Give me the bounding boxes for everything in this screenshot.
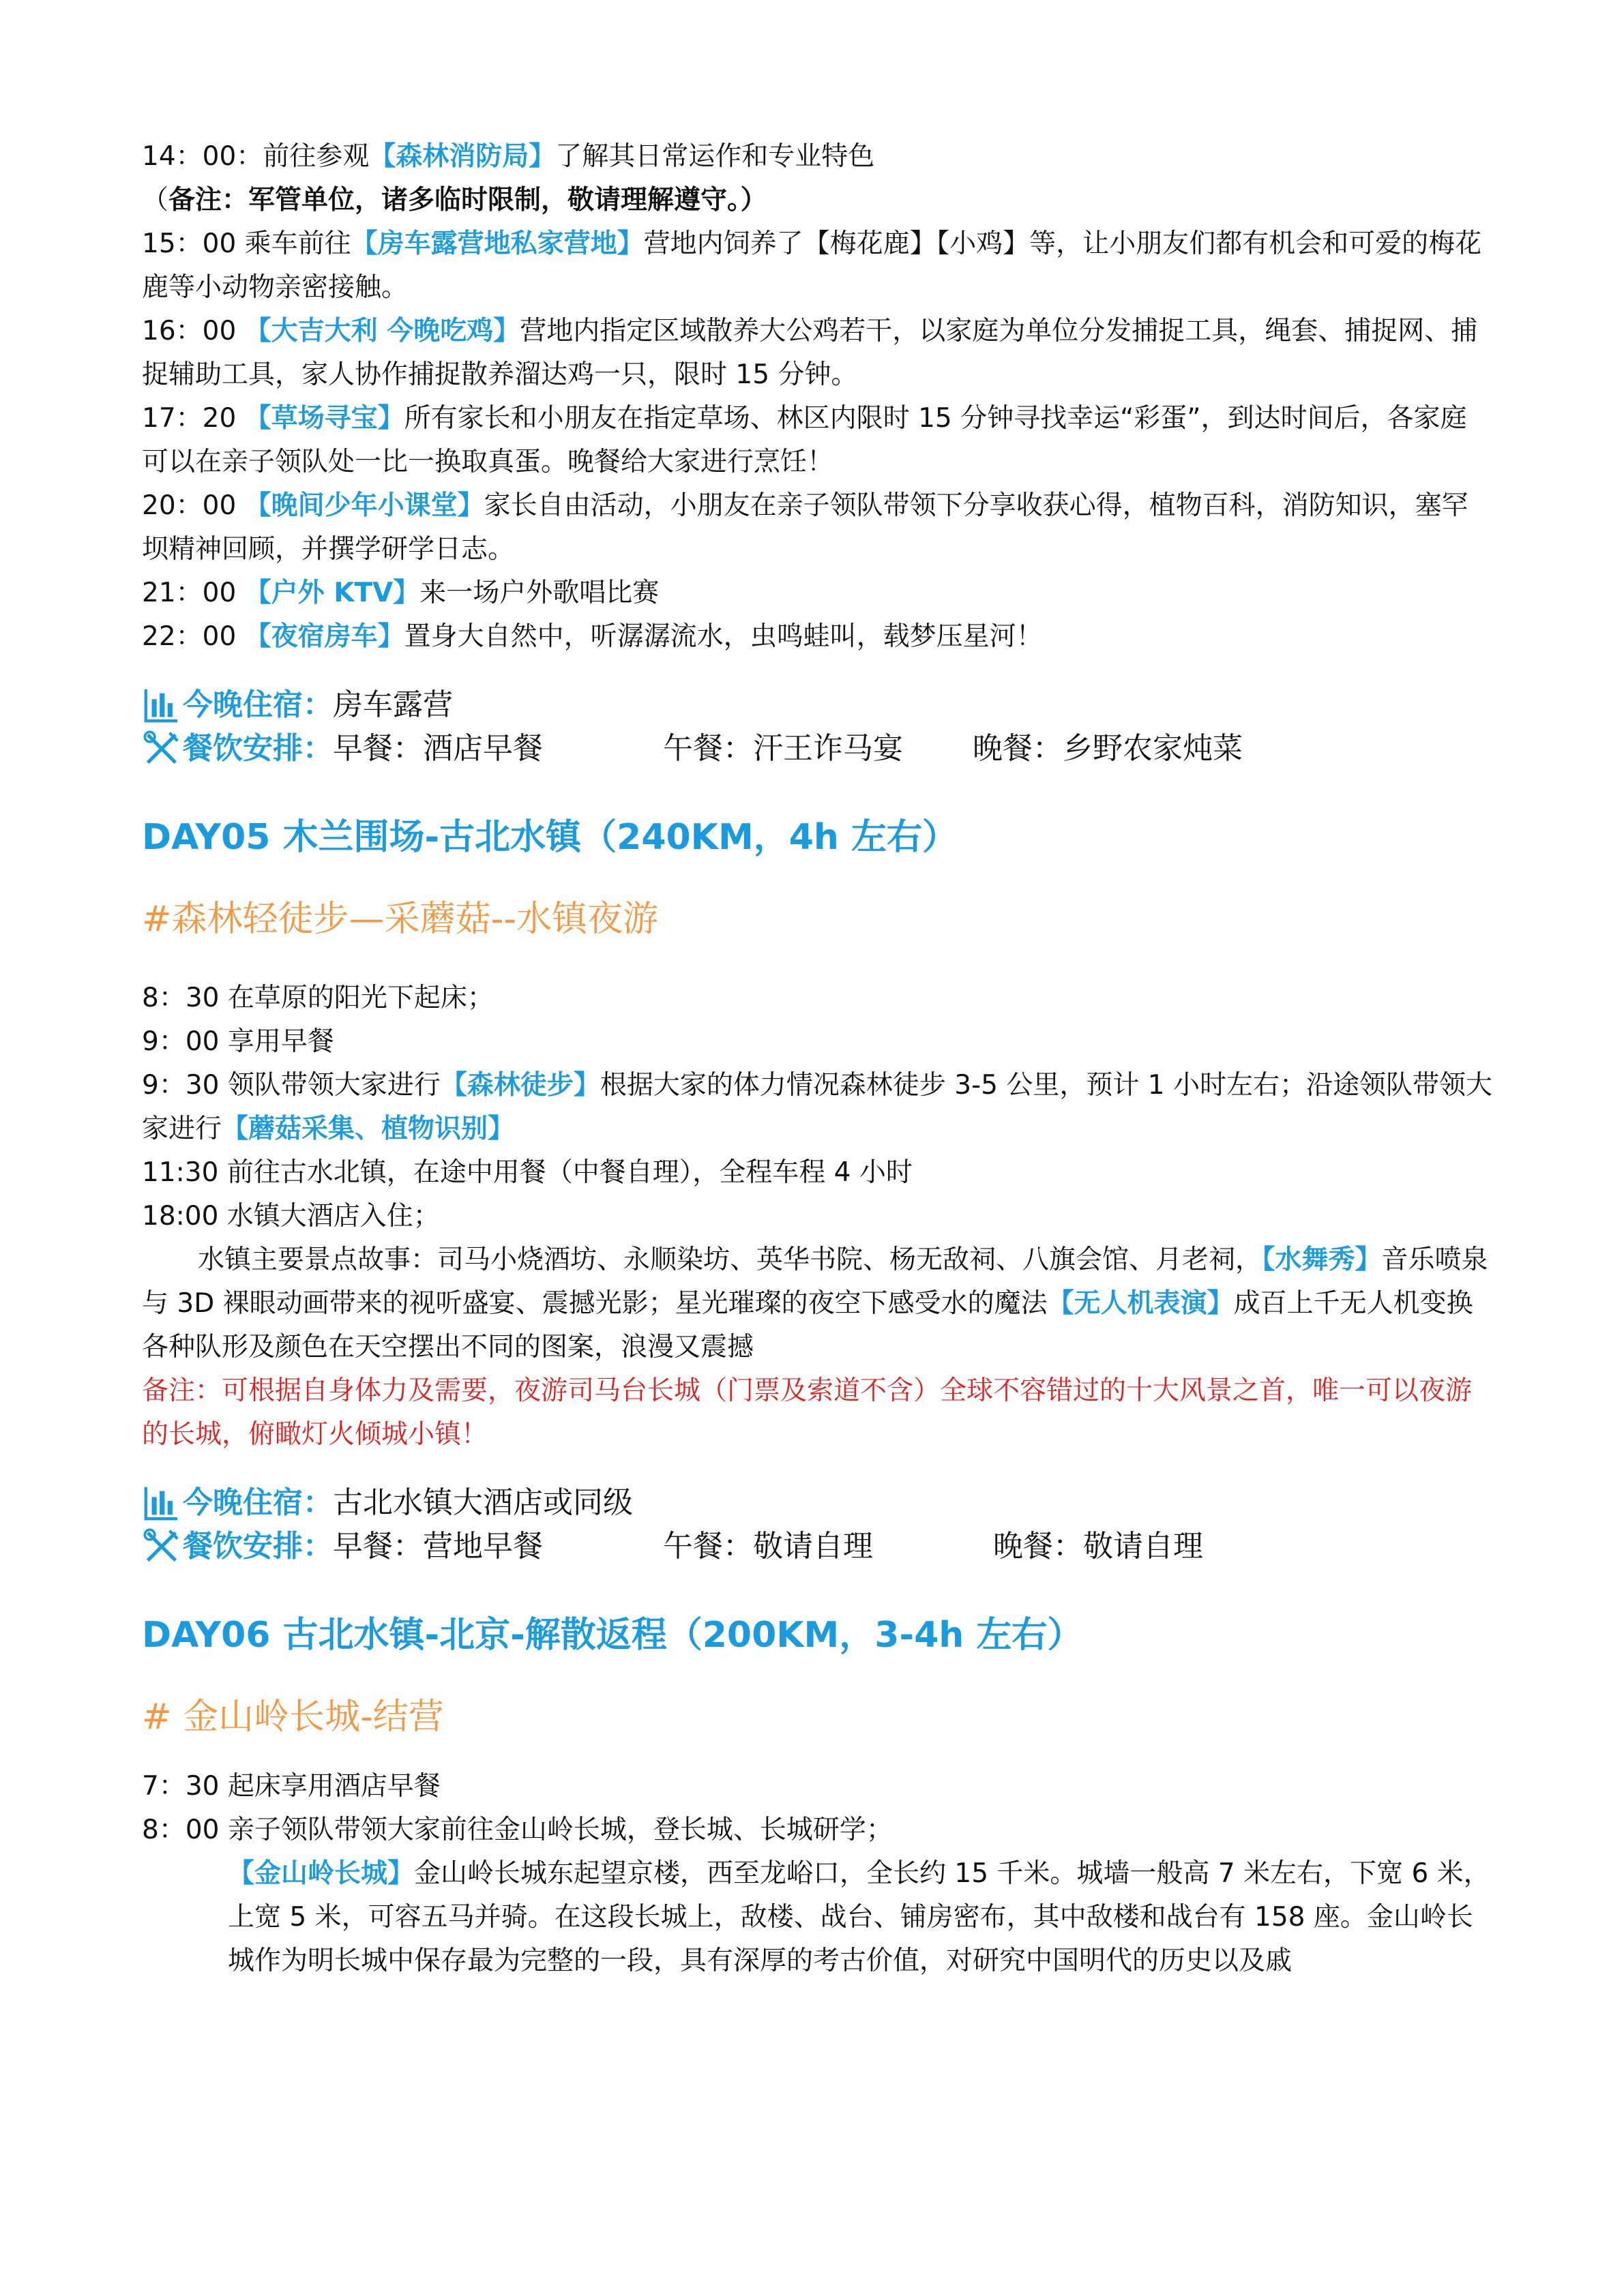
activity-highlight: 【水舞秀】 — [1262, 1244, 1382, 1275]
schedule-line: 16：00 【大吉大利 今晚吃鸡】营地内指定区域散养大公鸡若干，以家庭为单位分发捕捉工具，绳套、捕捉网、捕捉辅助工具，家人协作捕捉散养溜达鸡一只，限时 15 分钟。 — [142, 316, 1478, 390]
lodging-value: 房车露营 — [333, 687, 453, 722]
activity-highlight: 【金山岭长城】 — [228, 1858, 415, 1889]
dinner: 晚餐：乡野农家炖菜 — [973, 731, 1243, 766]
schedule-line: 22：00 【夜宿房车】置身大自然中，听潺潺流水，虫鸣蛙叫，载梦压星河！ — [142, 621, 1043, 652]
schedule-line: 18:00 水镇大酒店入住； — [142, 1201, 440, 1232]
activity-highlight: 【森林徒步】 — [440, 1070, 600, 1101]
activity-highlight: 【晚间少年小课堂】 — [244, 490, 484, 521]
lodging-row — [142, 1481, 1492, 1525]
activity-highlight: 【草场寻宝】 — [244, 403, 404, 434]
schedule-line: 17：20 【草场寻宝】所有家长和小朋友在指定草场、林区内限时 15 分钟寻找幸运“彩蛋”，到达时间后，各家庭可以在亲子领队处一比一换取真蛋。晚餐给大家进行烹饪！ — [142, 403, 1467, 477]
schedule-line: 14：00：前往参观【森林消防局】了解其日常运作和专业特色（备注：军管单位，诸多临时限制，敬请理解遵守。） — [142, 141, 875, 215]
day06-tag: # 金山岭长城-结营 — [142, 1697, 444, 1738]
schedule-line: 8：30 在草原的阳光下起床； — [142, 983, 494, 1013]
dinner: 晚餐：敬请自理 — [993, 1529, 1203, 1564]
activity-highlight: 【户外 KTV】 — [244, 578, 420, 608]
schedule-line: 20：00 【晚间少年小课堂】家长自由活动，小朋友在亲子领队带领下分享收获心得，植物百科，消防知识，塞罕坝精神回顾，并撰学研学日志。 — [142, 490, 1468, 565]
breakfast: 早餐：营地早餐 — [333, 1529, 543, 1564]
lodging-value: 古北水镇大酒店或同级 — [333, 1485, 633, 1520]
activity-highlight: 【夜宿房车】 — [244, 621, 404, 652]
meals-label: 餐饮安排： — [183, 1529, 333, 1564]
day06-title: DAY06 古北水镇-北京-解散返程（200KM，3-4h 左右） — [142, 1615, 1083, 1656]
hotel-icon — [142, 685, 181, 725]
greatwall-paragraph: 【金山岭长城】金山岭长城东起望京楼，西至龙峪口，全长约 15 千米。城墙一般高 7 米左右，下宽 6 米，上宽 5 米，可容五马并骑。在这段长城上，敌楼、战台、铺房密布，其中敌楼和战台有 158 座。金山岭长城作为明长城中保存最为完整的一段，具有深厚的考古价值，对研究中国明代的历史以及戚 — [228, 1858, 1490, 1976]
meals-row — [142, 1525, 1492, 1568]
schedule-line: 11:30 前往古水北镇，在途中用餐（中餐自理），全程车程 4 小时 — [142, 1157, 913, 1188]
schedule-line: 9：00 享用早餐 — [142, 1026, 334, 1057]
lodging-row — [142, 683, 1492, 727]
schedule-line: 15：00 乘车前往【房车露营地私家营地】营地内饲养了【梅花鹿】【小鸡】等，让小朋友们都有机会和可爱的梅花鹿等小动物亲密接触。 — [142, 228, 1482, 303]
activity-highlight: 【森林消防局】 — [369, 141, 556, 172]
utensils-icon — [142, 729, 181, 769]
attractions-paragraph: 水镇主要景点故事：司马小烧酒坊、永顺染坊、英华书院、杨无敌祠、八旗会馆、月老祠，【水舞秀】音乐喷泉与 3D 裸眼动画带来的视听盛宴、震撼光影；星光璀璨的夜空下感受水的魔法【无人机表演】成百上千无人机变换各种队形及颜色在天空摆出不同的图案，浪漫又震撼 — [142, 1244, 1488, 1362]
red-note: 备注：可根据自身体力及需要，夜游司马台长城（门票及索道不含）全球不容错过的十大风景之首，唯一可以夜游的长城，俯瞰灯火倾城小镇！ — [142, 1375, 1473, 1450]
activity-highlight: 【房车露营地私家营地】 — [351, 228, 644, 259]
note-bold: 备注：军管单位，诸多临时限制，敬请理解遵守。） — [168, 185, 767, 215]
day05-tag: #森林轻徒步—采蘑菇--水镇夜游 — [142, 899, 659, 940]
lodging-label: 今晚住宿： — [183, 1485, 333, 1520]
activity-highlight: 【大吉大利 今晚吃鸡】 — [244, 316, 520, 346]
schedule-line: 8：00 亲子领队带领大家前往金山岭长城，登长城、长城研学； — [142, 1815, 893, 1845]
schedule-line: 9：30 领队带领大家进行【森林徒步】根据大家的体力情况森林徒步 3-5 公里，预计 1 小时左右；沿途领队带领大家进行【蘑菇采集、植物识别】 — [142, 1070, 1492, 1144]
activity-highlight: 【蘑菇采集、植物识别】 — [222, 1114, 515, 1144]
activity-highlight: 【无人机表演】 — [1047, 1288, 1234, 1319]
schedule-line: 21：00 【户外 KTV】来一场户外歌唱比赛 — [142, 578, 660, 608]
schedule-line: 7：30 起床享用酒店早餐 — [142, 1771, 441, 1802]
utensils-icon — [142, 1527, 181, 1566]
hotel-icon — [142, 1483, 181, 1523]
itinerary-page — [142, 135, 1492, 1983]
meals-row — [142, 727, 1492, 771]
day05-title: DAY05 木兰围场-古北水镇（240KM，4h 左右） — [142, 817, 958, 858]
lodging-label: 今晚住宿： — [183, 687, 333, 722]
lunch: 午餐：汗王诈马宴 — [663, 731, 903, 766]
meals-label: 餐饮安排： — [183, 731, 333, 766]
breakfast: 早餐：酒店早餐 — [333, 731, 543, 766]
lunch: 午餐：敬请自理 — [663, 1529, 873, 1564]
